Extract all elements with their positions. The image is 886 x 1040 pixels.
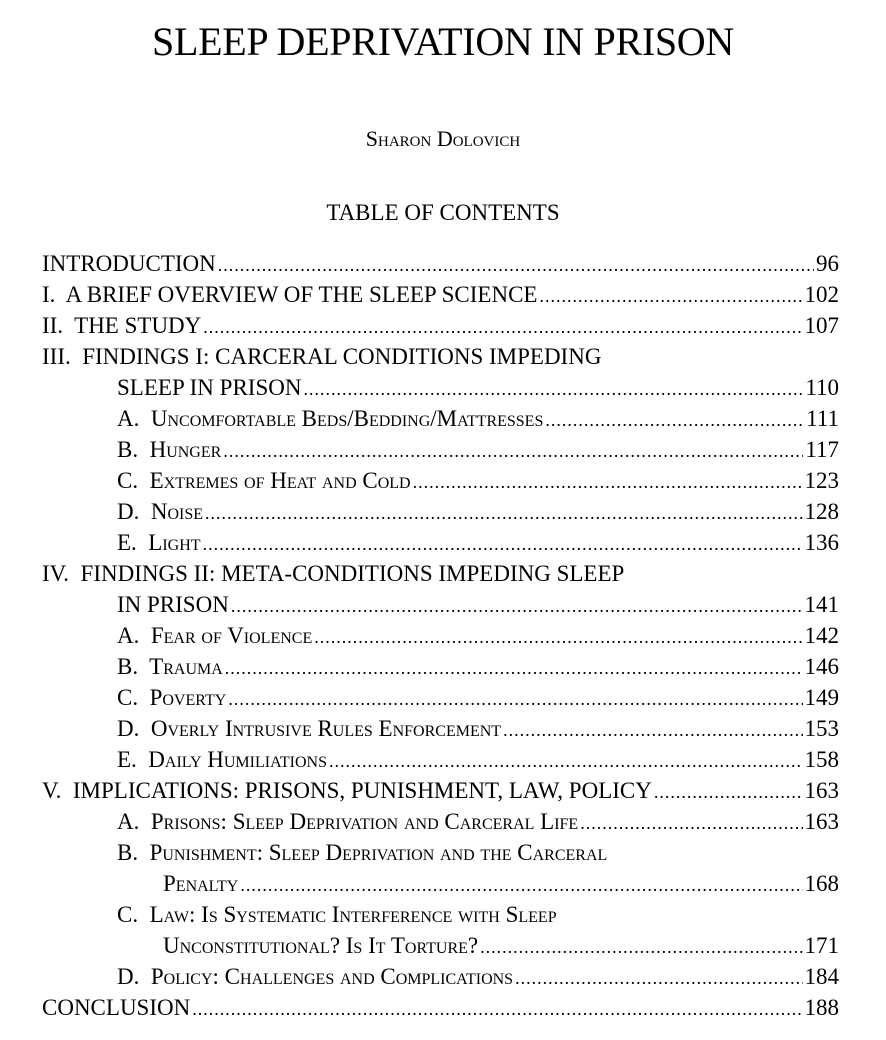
dot-leader xyxy=(240,870,802,901)
toc-entry xyxy=(42,279,839,310)
toc-entry xyxy=(42,930,839,961)
toc-entry-title: C. Extremes of Heat and Cold xyxy=(117,468,411,493)
dot-leader xyxy=(413,467,803,498)
toc-page-number: 163 xyxy=(804,778,839,803)
dot-leader xyxy=(228,684,802,715)
dot-leader xyxy=(314,622,802,653)
toc-entry-title: A. Prisons: Sleep Deprivation and Carceral Life xyxy=(117,809,579,834)
toc-entry-title: V. IMPLICATIONS: PRISONS, PUNISHMENT, LAW, POLICY xyxy=(42,778,652,803)
toc-entry xyxy=(42,837,839,868)
toc-entry xyxy=(42,961,839,992)
toc-entry-title: B. Hunger xyxy=(117,437,222,462)
toc-entry-title: IN PRISON xyxy=(117,592,229,617)
toc-page-number: 111 xyxy=(806,406,839,431)
toc-entry-title: E. Daily Humiliations xyxy=(117,747,327,772)
toc-entry xyxy=(42,744,839,775)
dot-leader xyxy=(654,777,803,808)
toc-entry-title: D. Noise xyxy=(117,499,204,524)
dot-leader xyxy=(192,994,802,1025)
toc-entry xyxy=(42,248,839,279)
toc-entry xyxy=(42,465,839,496)
toc-page-number: 142 xyxy=(804,623,839,648)
toc-entry xyxy=(42,682,839,713)
author-name: Sharon Dolovich xyxy=(365,126,521,151)
toc-entry-title: INTRODUCTION xyxy=(42,251,216,276)
toc-page-number: 184 xyxy=(804,964,839,989)
dot-leader xyxy=(515,963,802,994)
toc-page-number: 110 xyxy=(805,375,839,400)
toc-entry xyxy=(42,868,839,899)
toc-page-number: 123 xyxy=(804,468,839,493)
toc-entry xyxy=(42,403,839,434)
toc-entry-title: D. Policy: Challenges and Complications xyxy=(117,964,514,989)
toc-entry xyxy=(42,589,839,620)
toc-page-number: 153 xyxy=(804,716,839,741)
toc-page-number: 188 xyxy=(804,995,839,1020)
toc-heading: TABLE OF CONTENTS xyxy=(326,200,560,225)
dot-leader xyxy=(480,932,802,963)
toc-entry-title: A. Fear of Violence xyxy=(117,623,313,648)
dot-leader xyxy=(225,653,803,684)
dot-leader xyxy=(218,250,814,281)
toc-entry xyxy=(42,558,839,589)
toc-entry xyxy=(42,310,839,341)
toc-entry xyxy=(42,341,839,372)
toc-page-number: 128 xyxy=(804,499,839,524)
toc-page-number: 107 xyxy=(804,313,839,338)
toc-entry-title: C. Law: Is Systematic Interference with Sleep xyxy=(117,902,557,927)
dot-leader xyxy=(503,715,802,746)
toc-entry-title: C. Poverty xyxy=(117,685,227,710)
toc-page-number: 168 xyxy=(804,871,839,896)
dot-leader xyxy=(545,405,804,436)
toc-entry-title: CONCLUSION xyxy=(42,995,191,1020)
table-of-contents xyxy=(42,248,839,1023)
toc-page-number: 136 xyxy=(804,530,839,555)
toc-entry-title: SLEEP IN PRISON xyxy=(117,375,302,400)
toc-page-number: 149 xyxy=(804,685,839,710)
toc-entry-title: B. Trauma xyxy=(117,654,223,679)
toc-entry-title: D. Overly Intrusive Rules Enforcement xyxy=(117,716,502,741)
toc-entry xyxy=(42,527,839,558)
toc-entry xyxy=(42,806,839,837)
dot-leader xyxy=(329,746,803,777)
dot-leader xyxy=(539,281,802,312)
toc-page-number: 141 xyxy=(804,592,839,617)
toc-entry xyxy=(42,620,839,651)
toc-page-number: 146 xyxy=(804,654,839,679)
toc-page-number: 117 xyxy=(805,437,839,462)
toc-entry xyxy=(42,992,839,1023)
dot-leader xyxy=(205,498,802,529)
toc-entry-title: A. Uncomfortable Beds/Bedding/Mattresses xyxy=(117,406,544,431)
toc-page-number: 96 xyxy=(816,251,839,276)
toc-entry xyxy=(42,651,839,682)
toc-entry-title: I. A BRIEF OVERVIEW OF THE SLEEP SCIENCE xyxy=(42,282,538,307)
toc-entry xyxy=(42,496,839,527)
toc-page-number: 102 xyxy=(804,282,839,307)
dot-leader xyxy=(203,529,803,560)
toc-page-number: 158 xyxy=(804,747,839,772)
dot-leader xyxy=(203,312,802,343)
toc-entry xyxy=(42,775,839,806)
toc-entry xyxy=(42,899,839,930)
toc-page-number: 163 xyxy=(804,809,839,834)
dot-leader xyxy=(223,436,803,467)
toc-entry-title: Penalty xyxy=(163,871,239,896)
toc-entry-title: Unconstitutional? Is It Torture? xyxy=(163,933,479,958)
toc-entry xyxy=(42,713,839,744)
toc-page-number: 171 xyxy=(804,933,839,958)
dot-leader xyxy=(580,808,802,839)
toc-entry-title: II. THE STUDY xyxy=(42,313,202,338)
toc-entry-title: E. Light xyxy=(117,530,201,555)
toc-entry xyxy=(42,372,839,403)
toc-entry xyxy=(42,434,839,465)
toc-entry-title: B. Punishment: Sleep Deprivation and the Carceral xyxy=(117,840,608,865)
dot-leader xyxy=(303,374,803,405)
document-title: SLEEP DEPRIVATION IN PRISON xyxy=(152,19,734,64)
toc-entry-title: III. FINDINGS I: CARCERAL CONDITIONS IMPEDING xyxy=(42,344,602,369)
dot-leader xyxy=(231,591,803,622)
toc-entry-title: IV. FINDINGS II: META-CONDITIONS IMPEDING SLEEP xyxy=(42,561,625,586)
